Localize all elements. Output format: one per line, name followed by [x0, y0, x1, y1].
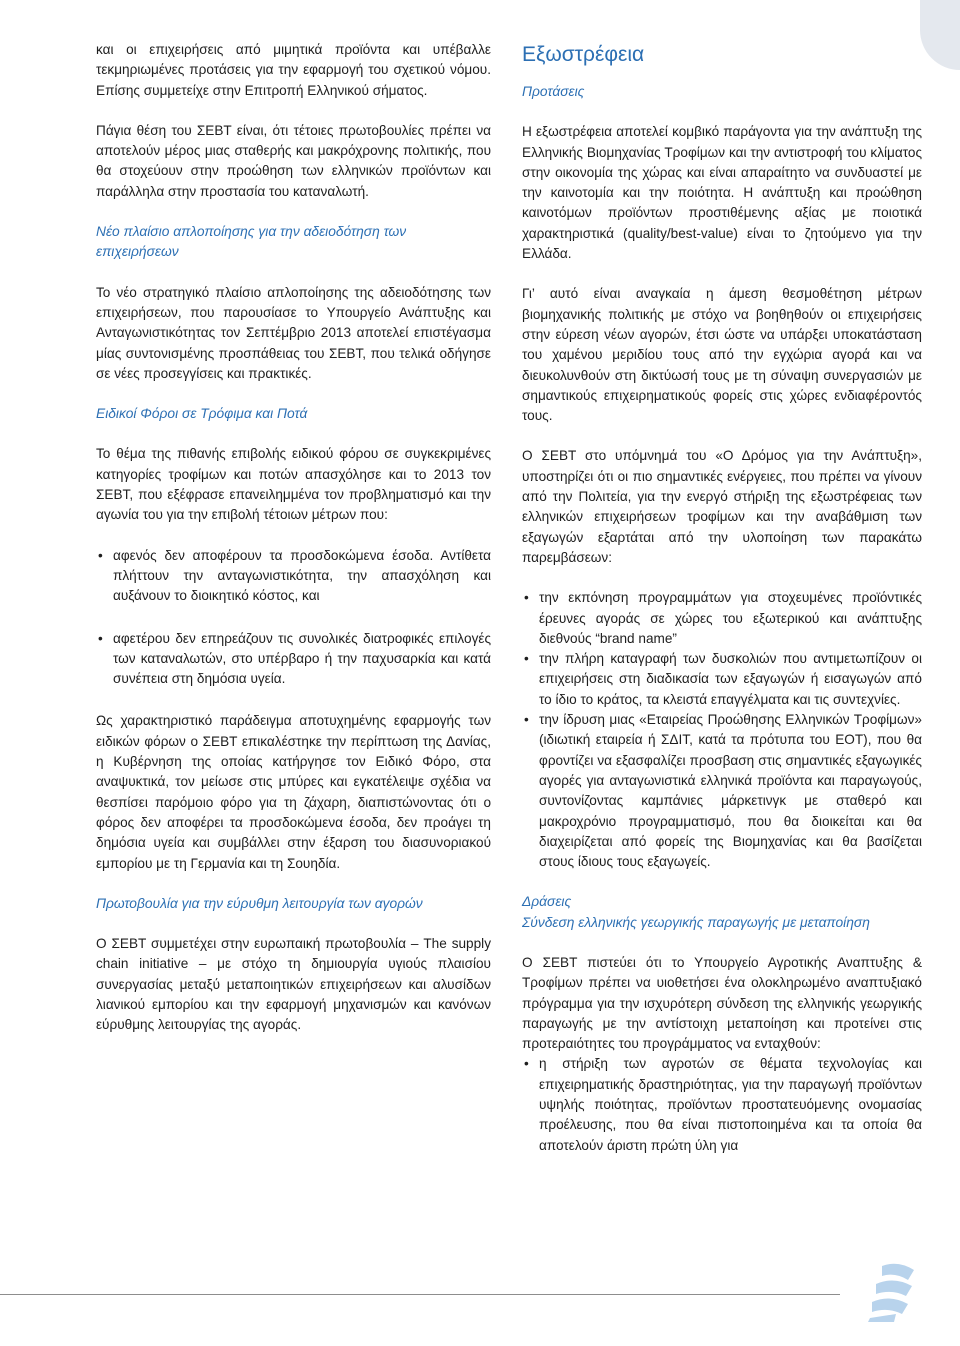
list-item: • την πλήρη καταγραφή των δυσκολιών που αντιμετωπίζουν οι επιχειρήσεις στη διαδικασία των εξαγωγών ή εισαγωγών από το ίδιο το κράτος, τα κλειστά επαγγέλματα και τις συντεχνίες. [522, 649, 922, 710]
bullet-list [96, 546, 491, 690]
list-item: • αφετέρου δεν επηρεάζουν τις συνολικές διατροφικές επιλογές των καταναλωτών, στο υπέρβαρο ή την παχυσαρκία και κατά συνέπεια στη δημόσια υγεία. [96, 629, 491, 690]
footer-divider [0, 1294, 840, 1295]
bullet-list [522, 1054, 922, 1155]
paragraph: Η εξωστρέφεια αποτελεί κομβικό παράγοντα για την ανάπτυξη της Ελληνικής Βιομηχανίας Τροφίμων και την αντιστροφή του κλίματος στην οικονομία της χώρας και είναι απαραίτητο να συνδυαστεί με την καινοτομία και την ποιότητα. Η ανάπτυξη και προώθηση καινοτόμων προϊόντων προστιθέμενης αξίας με ποιοτικά χαρακτηριστικά (quality/best-value) είναι το ζητούμενο για την Ελλάδα. [522, 124, 922, 262]
section-heading-licensing: Νέο πλαίσιο απλοποίησης για την αδειοδότηση των επιχειρήσεων [96, 224, 407, 260]
section-heading-actions: Δράσεις [522, 894, 572, 910]
paragraph: Ο ΣΕΒΤ συμμετέχει στην ευρωπαική πρωτοβουλία – The supply chain initiative – με στόχο τη δημιουργία υγιούς πλαισίου συνεργασίας μεταξύ μεταποιητικών επιχειρήσεων και αλυσίδων λιανικού εμπορίου και την εφαρμογή μηχανισμών και κανόνων εύρυθμης λειτουργίας της αγοράς. [96, 936, 491, 1033]
page-corner-decoration [920, 0, 960, 70]
paragraph: Ως χαρακτηριστικό παράδειγμα αποτυχημένης εφαρμογής των ειδικών φόρων ο ΣΕΒΤ επικαλέστηκε την περίπτωση της Δανίας, η Κυβέρνηση της οποίας κατήργησε τον Ειδικό Φόρο, στα αναψυκτικά, τον μείωσε στις μπύρες και εγκατέλειψε σχέδια να θεσπίσει παρόμοιο φόρο για τη ζάχαρη, διαπιστώνοντας ότι ο φόρος δεν αποφέρει τα προσδοκώμενα έσοδα, δεν προάγει τη δημόσια υγεία και συμβάλλει στην έξαρση του διασυνοριακού εμπορίου με τη Γερμανία και τη Σουηδία. [96, 713, 491, 871]
page-title: Εξωστρέφεια [522, 43, 645, 66]
list-item: • την εκπόνηση προγραμμάτων για στοχευμένες προϊόντικές έρευνες αγοράς σε χώρες του εξωτερικού και ανάπτυξης διεθνούς “brand name” [522, 588, 922, 649]
paragraph: Γι’ αυτό είναι αναγκαία η άμεση θεσμοθέτηση μέτρων βιομηχανικής πολιτικής με στόχο να βοηθηθούν οι επιχειρήσεις στην εύρεση νέων αγορών, έτσι ώστε να υπάρξει υποκατάσταση του χαμένου μεριδίου τους από την εγχώρια αγορά και να διευκολυνθούν στη δικτύωσή τους με τη σύναψη συνεργασιών με σημαντικούς επιχειρηματικούς φορείς στις χώρες ενδιαφέροντός τους. [522, 286, 922, 424]
right-column [522, 40, 922, 1176]
sevt-logo-icon [868, 1262, 918, 1322]
paragraph: και οι επιχειρήσεις από μιμητικά προϊόντα και υπέβαλλε τεκμηριωμένες προτάσεις για την εφαρμογή του σχετικού νόμου. Επίσης συμμετείχε στην Επιτροπή Ελληνικού σήματος. [96, 42, 491, 98]
bullet-list [522, 588, 922, 872]
list-item: • αφενός δεν αποφέρουν τα προσδοκώμενα έσοδα. Αντίθετα πλήττουν την ανταγωνιστικότητα, την απασχόληση και αυξάνουν το διοικητικό κόστος, και [96, 546, 491, 607]
paragraph: Ο ΣΕΒΤ στο υπόμνημά του «Ο Δρόμος για την Ανάπτυξη», υποστηρίζει ότι οι πιο σημαντικές ενέργειες, που πρέπει να γίνουν από την Πολιτεία, για την ενεργό στήριξη της εξωστρέφειας των ελληνικών επιχειρήσεων τροφίμων και την αναβάθμιση των εξαγωγών εξαρτάται από την υλοποίηση των παρακάτω παρεμβάσεων: [522, 448, 922, 565]
paragraph: Πάγια θέση του ΣΕΒΤ είναι, ότι τέτοιες πρωτοβουλίες πρέπει να αποτελούν μέρος μιας σταθερής και μακρόχρονης πολιτικής, που θα στοχεύουν στην προώθηση των ελληνικών προϊόντων και παράλληλα στην προστασία του καταναλωτή. [96, 122, 491, 199]
left-column [96, 40, 491, 1056]
paragraph: Ο ΣΕΒΤ πιστεύει ότι το Υπουργείο Αγροτικής Αναπτυξης & Τροφίμων πρέπει να υιοθετήσει ένα ολοκληρωμένο αναπτυξιακό πρόγραμμα για την ισχυρότερη σύνδεση της ελληνικής γεωργικής παραγωγής με την αντίστοιχη μεταποίηση και προτείνει στις προτεραιότητες του προγράμματος να ενταχθούν: [522, 954, 922, 1052]
section-heading-market-initiative: Πρωτοβουλία για την εύρυθμη λειτουργία των αγορών [96, 895, 423, 911]
paragraph: Το θέμα της πιθανής επιβολής ειδικού φόρου σε συγκεκριμένες κατηγορίες τροφίμων και ποτών απασχόλησε και το 2013 τον ΣΕΒΤ, που εξέφρασε επανειλημμένα τον προβληματισμό και την αγωνία του για την επιβολή τέτοιων μέτρων που: [96, 446, 491, 523]
section-heading-agri-link: Σύνδεση ελληνικής γεωργικής παραγωγής με μεταποίηση [522, 914, 870, 930]
section-heading-proposals: Προτάσεις [522, 84, 585, 99]
paragraph: Το νέο στρατηγικό πλαίσιο απλοποίησης της αδειοδότησης των επιχειρήσεων, που παρουσίασε το Υπουργείο Ανάπτυξης και Ανταγωνιστικότητας τον Σεπτέμβριο 2013 αποτελεί επιστέγασμα μίας συντονισμένης προσπάθειας του ΣΕΒΤ, που τελικά οδήγησε σε νέες προσεγγίσεις και πρακτικές. [96, 284, 491, 381]
section-heading-special-taxes: Ειδικοί Φόροι σε Τρόφιμα και Ποτά [96, 406, 308, 422]
list-item: • την ίδρυση μιας «Εταιρείας Προώθησης Ελληνικών Τροφίμων» (ιδιωτική εταιρεία ή ΣΔΙΤ, κατά τα πρότυπα του ΕΟΤ), που θα φροντίζει να εξασφαλίζει προσβαση στις σημαντικές εξαγωγικές αγορές για ανταγωνιστικά ελληνικά προϊόντα και παραγωγούς, συντονίζοντας καμπάνιες μάρκετινγκ με σταθερό και μακροχρόνιο προγραμματισμό, που θα διοικείται και θα διαχειρίζεται από φορείς της Βιομηχανίας και θα βασίζεται στους ίδιους τους εξαγωγείς. [522, 710, 922, 872]
list-item: • η στήριξη των αγροτών σε θέματα τεχνολογίας και επιχειρηματικής δραστηριότητας, για την παραγωγή προϊόντων υψηλής ποιότητας, προϊόντων προστατευόμενης ονομασίας προέλευσης, που θα είναι πιστοποιημένα και τα οποία θα αποτελούν άριστη πρώτη ύλη για [522, 1054, 922, 1155]
